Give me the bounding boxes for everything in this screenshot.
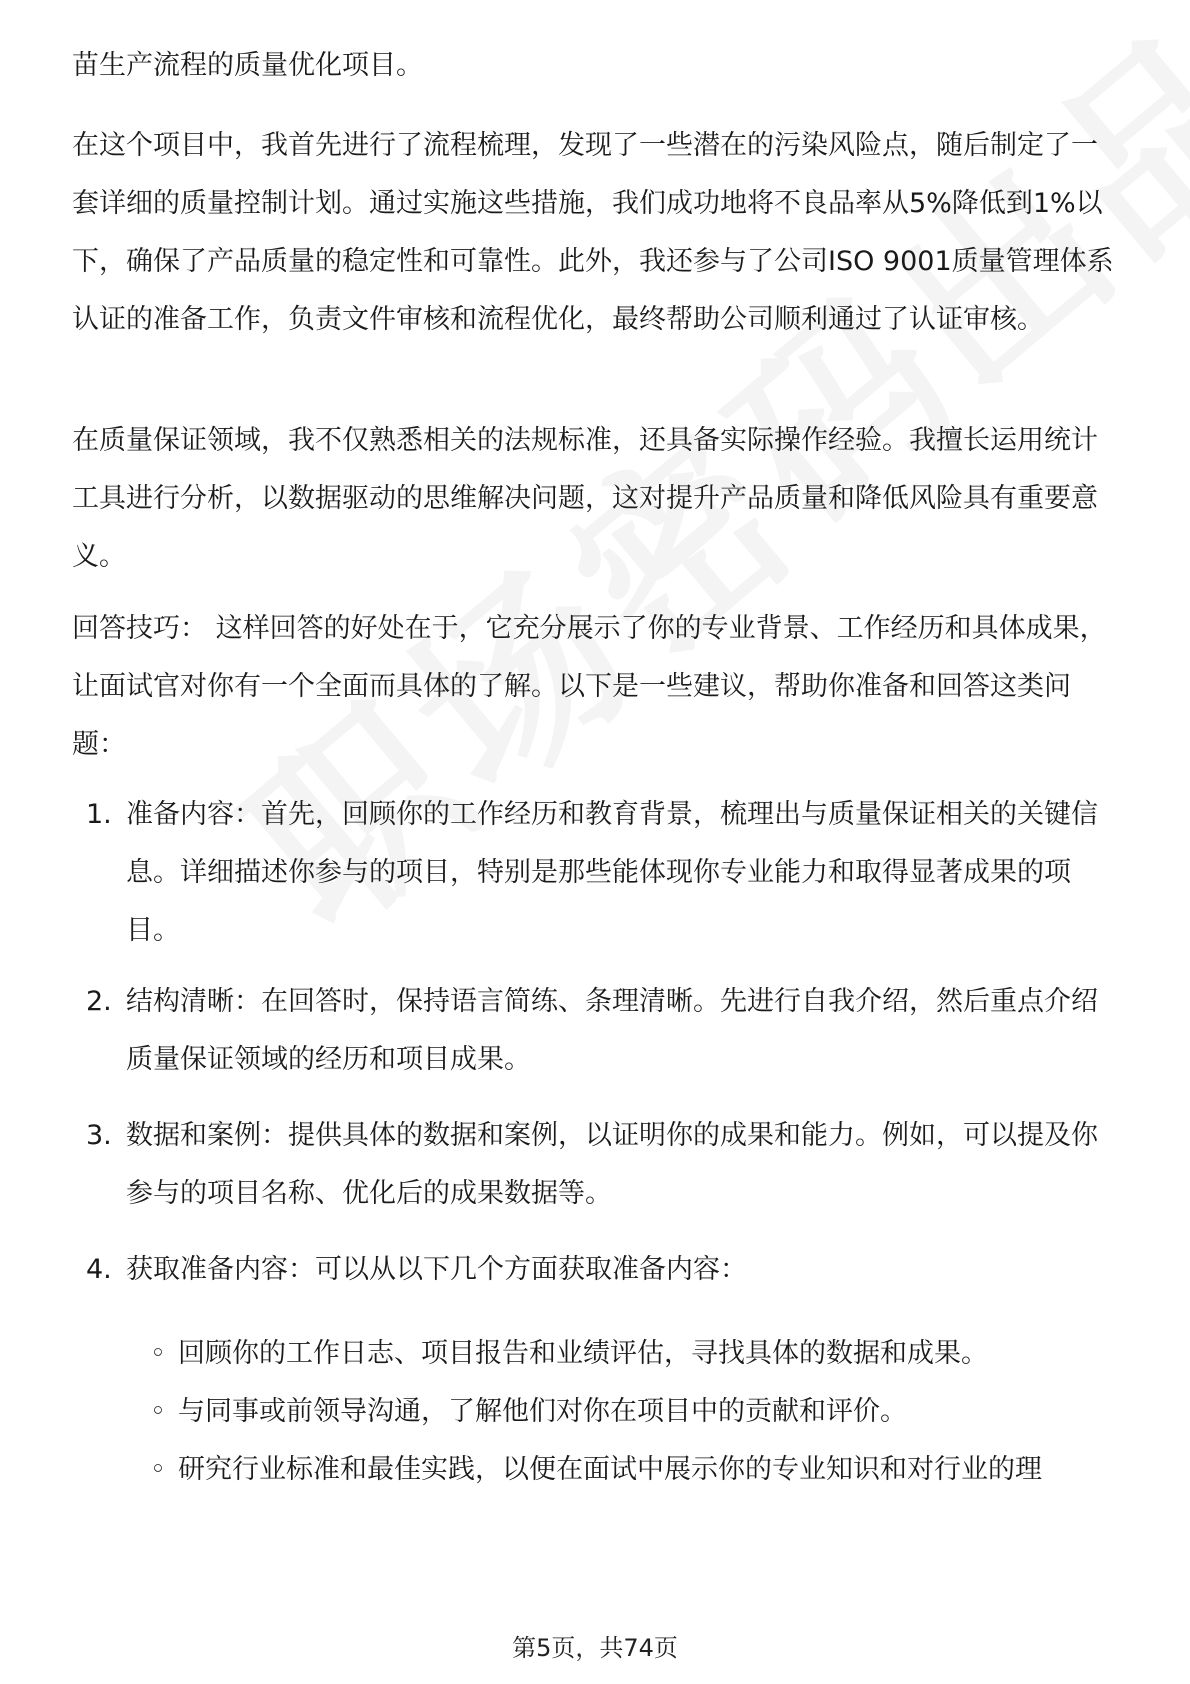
paragraph-1: 苗生产流程的质量优化项目。 [72,50,423,81]
bullet-text: 回顾你的工作日志、项目报告和业绩评估，寻找具体的数据和成果。 [178,1338,988,1369]
paragraph-answer-tips: 回答技巧： 这样回答的好处在于，它充分展示了你的专业背景、工作经历和具体成果，让面试官对你有一个全面而具体的了解。以下是一些建议，帮助你准备和回答这类问题： [72,613,1107,760]
bullet-icon: ◦ [150,1396,166,1427]
bullet-text: 与同事或前领导沟通，了解他们对你在项目中的贡献和评价。 [178,1396,907,1427]
item-text: 结构清晰：在回答时，保持语言简练、条理清晰。先进行自我介绍，然后重点介绍质量保证领域的经历和项目成果。 [126,986,1098,1075]
bullet-text: 研究行业标准和最佳实践，以便在面试中展示你的专业知识和对行业的理 [178,1454,1042,1485]
page-footer: 第5页，共74页 [512,1634,678,1662]
item-number: 3. [86,1120,112,1151]
item-text: 数据和案例：提供具体的数据和案例，以证明你的成果和能力。例如，可以提及你参与的项目名称、优化后的成果数据等。 [126,1120,1098,1209]
item-number: 4. [86,1254,112,1285]
paragraph-3: 在质量保证领域，我不仅熟悉相关的法规标准，还具备实际操作经验。我擅长运用统计工具进行分析，以数据驱动的思维解决问题，这对提升产品质量和降低风险具有重要意义。 [72,425,1098,572]
item-number: 1. [86,799,112,830]
paragraph-2: 在这个项目中，我首先进行了流程梳理，发现了一些潜在的污染风险点，随后制定了一套详细的质量控制计划。通过实施这些措施，我们成功地将不良品率从5%降低到1%以下，确保了产品质量的稳定性和可靠性。此外，我还参与了公司ISO 9001质量管理体系认证的准备工作，负责文件审核和流程优化，最终帮助公司顺利通过了认证审核。 [72,130,1114,335]
item-text: 准备内容：首先，回顾你的工作经历和教育背景，梳理出与质量保证相关的关键信息。详细描述你参与的项目，特别是那些能体现你专业能力和取得显著成果的项目。 [126,799,1098,946]
item-number: 2. [86,986,112,1017]
item-text: 获取准备内容：可以从以下几个方面获取准备内容： [126,1254,747,1285]
bullet-icon: ◦ [150,1454,166,1485]
bullet-icon: ◦ [150,1338,166,1369]
